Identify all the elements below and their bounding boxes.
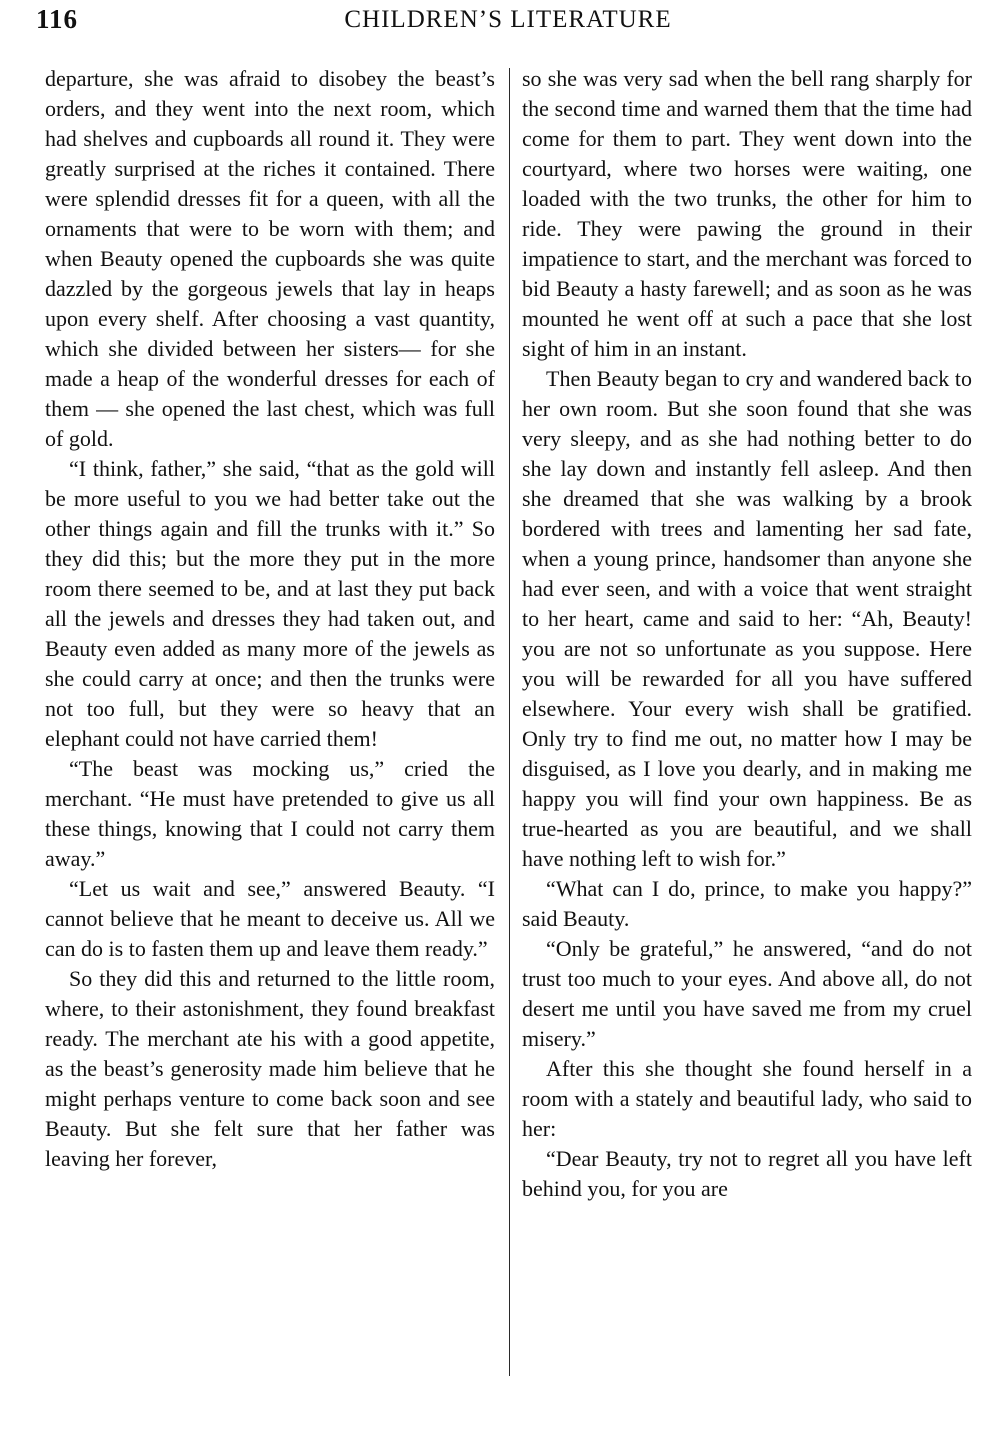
page-header bbox=[36, 4, 980, 44]
left-column bbox=[45, 64, 495, 1174]
paragraph: departure, she was afraid to disobey the beast’s orders, and they went into the next room, which had shelves and cupboards all round it. They were greatly surprised at the riches it contained. There were splendid dresses fit for a queen, with all the ornaments that were to be worn with them; and when Beauty opened the cupboards she was quite dazzled by the gorgeous jewels that lay in heaps upon every shelf. After choosing a vast quantity, which she divided between her sisters— for she made a heap of the wonderful dresses for each of them — she opened the last chest, which was full of gold. bbox=[45, 66, 495, 451]
paragraph: “The beast was mocking us,” cried the merchant. “He must have pretended to give us all these things, knowing that I could not carry them away.” bbox=[45, 756, 495, 871]
paragraph: “I think, father,” she said, “that as the gold will be more useful to you we had better take out the other things again and fill the trunks with it.” So they did this; but the more they put in the more room there seemed to be, and at last they put back all the jewels and dresses they had taken out, and Beauty even added as many more of the jewels as she could carry at once; and then the trunks were not too full, but they were so heavy that an elephant could not have carried them! bbox=[45, 456, 495, 751]
paragraph: “Let us wait and see,” answered Beauty. “I cannot believe that he meant to deceive us. All we can do is to fasten them up and leave them ready.” bbox=[45, 876, 495, 961]
right-column bbox=[522, 64, 972, 1204]
paragraph: “Only be grateful,” he answered, “and do not trust too much to your eyes. And above all, do not desert me until you have saved me from my cruel misery.” bbox=[522, 936, 972, 1051]
column-divider bbox=[509, 68, 510, 1376]
paragraph: Then Beauty began to cry and wandered back to her own room. But she soon found that she was very sleepy, and as she had nothing better to do she lay down and instantly fell asleep. And then she dreamed that she was walking by a brook bordered with trees and lamenting her sad fate, when a young prince, handsomer than anyone she had ever seen, and with a voice that went straight to her heart, came and said to her: “Ah, Beauty! you are not so unfortunate as you suppose. Here you will be rewarded for all you have suffered elsewhere. Your every wish shall be gratified. Only try to find me out, no matter how I may be disguised, as I love you dearly, and in making me happy you will find your own happiness. Be as true-hearted as you are beautiful, and we shall have nothing left to wish for.” bbox=[522, 366, 972, 871]
page-number: 116 bbox=[36, 4, 79, 34]
running-title: CHILDREN’S LITERATURE bbox=[344, 6, 672, 33]
paragraph: “What can I do, prince, to make you happy?” said Beauty. bbox=[522, 876, 972, 931]
paragraph: So they did this and returned to the little room, where, to their astonishment, they found breakfast ready. The merchant ate his with a good appetite, as the beast’s generosity made him believe that he might perhaps venture to come back soon and see Beauty. But she felt sure that her father was leaving her forever, bbox=[45, 966, 495, 1171]
paragraph: After this she thought she found herself in a room with a stately and beautiful lady, who said to her: bbox=[522, 1056, 972, 1141]
paragraph: so she was very sad when the bell rang sharply for the second time and warned them that the time had come for them to part. They went down into the courtyard, where two horses were waiting, one loaded with the two trunks, the other for him to ride. They were pawing the ground in their impatience to start, and the merchant was forced to bid Beauty a hasty farewell; and as soon as he was mounted he went off at such a pace that she lost sight of him in an instant. bbox=[522, 66, 972, 361]
paragraph: “Dear Beauty, try not to regret all you have left behind you, for you are bbox=[522, 1146, 972, 1201]
